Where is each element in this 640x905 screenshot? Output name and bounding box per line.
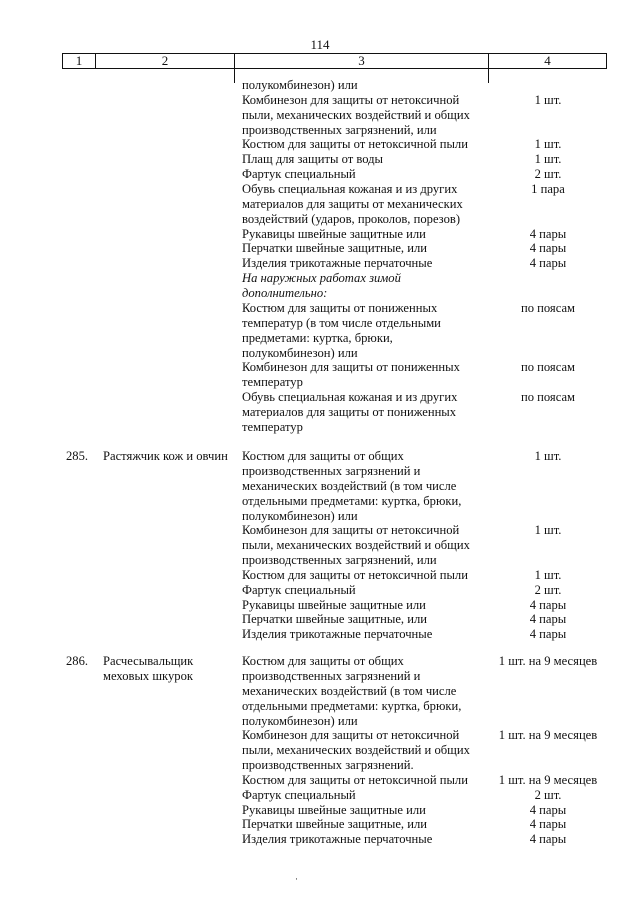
protective-item: Костюм для защиты от нетоксичной пыли [242,772,468,787]
protective-item: Костюм для защиты от общих производственных загрязнений и механических воздействий (в том числе отдельными предметами: куртка, брюки, полукомбинезон) или [242,449,462,523]
column-rule [488,69,489,83]
item-quantity: 4 пары [529,612,567,627]
item-quantity: 1 шт. [534,523,562,538]
item-quantity: 1 шт. на 9 месяцев [498,728,598,743]
column-rule [234,69,235,83]
item-quantity: 4 пары [529,226,567,241]
profession-name: Растяжчик кож и овчин [103,449,228,463]
header-col-2: 2 [96,54,235,68]
item-quantity: 1 шт. [534,152,562,167]
protective-item: Плащ для защиты от воды [242,152,384,167]
scan-mark: · [295,874,298,884]
protective-item: Костюм для защиты от нетоксичной пыли [242,137,468,152]
protective-item: Комбинезон для защиты от нетоксичной пыли, механических воздействий и общих производственных загрязнений, или [242,92,470,137]
protective-item: Комбинезон для защиты от нетоксичной пыли, механических воздействий и общих производственных загрязнений, или [242,523,470,568]
item-quantity: 1 пара [531,181,565,196]
header-col-4: 4 [544,53,551,68]
item-quantity: по поясам [520,300,576,315]
item-quantity: 4 пары [529,832,567,847]
protective-item: Изделия трикотажные перчаточные [242,832,433,847]
protective-item: Рукавицы швейные защитные или [242,597,426,612]
protective-item: Комбинезон для защиты от пониженных температур [242,360,460,390]
protective-item: Фартук специальный [242,167,356,182]
item-quantity: 1 шт. [534,92,562,107]
item-quantity: 4 пары [529,817,567,832]
protective-item: Перчатки швейные защитные, или [242,612,427,627]
protective-item: Перчатки швейные защитные, или [242,241,427,256]
item-quantity: 4 пары [529,597,567,612]
item-quantity: 1 шт. на 9 месяцев [498,654,598,668]
protective-item: Костюм для защиты от общих производственных загрязнений и механических воздействий (в том числе отдельными предметами: куртка, брюки, полукомбинезон) или [242,654,462,728]
item-quantity: по поясам [520,360,576,375]
item-quantity: 2 шт. [534,167,562,182]
header-col-3: 3 [235,54,489,68]
protective-item: Обувь специальная кожаная и из других материалов для защиты от механических воздействий (ударов, проколов, порезов) [242,181,463,226]
item-quantity: 1 шт. [534,567,562,582]
item-quantity: 2 шт. [534,787,562,802]
item-quantity: 4 пары [529,241,567,256]
item-quantity: 4 пары [529,256,567,271]
profession-name: Расчесывальщик меховых шкурок [103,654,194,683]
item-quantity: 4 пары [529,802,567,817]
protective-item: полукомбинезон) или [242,78,358,92]
protective-item: Изделия трикотажные перчаточные [242,256,433,271]
protective-item: Фартук специальный [242,787,356,802]
protective-item: Рукавицы швейные защитные или [242,802,426,817]
protective-item: Костюм для защиты от пониженных температур (в том числе отдельными предметами: куртка, брюки, полукомбинезон) или [242,300,441,360]
protective-item: Комбинезон для защиты от нетоксичной пыли, механических воздействий и общих производственных загрязнений. [242,728,470,773]
item-quantity: 4 пары [529,627,567,642]
row-number: 285. [66,449,89,463]
item-quantity: 1 шт. на 9 месяцев [498,772,598,787]
protective-item: Перчатки швейные защитные, или [242,817,427,832]
item-quantity: 2 шт. [534,582,562,597]
protective-item: Изделия трикотажные перчаточные [242,627,433,642]
protective-item: Фартук специальный [242,582,356,597]
protective-item: Рукавицы швейные защитные или [242,226,426,241]
item-quantity: 1 шт. [534,137,562,152]
protective-item: Обувь специальная кожаная и из других материалов для защиты от пониженных температур [242,389,458,434]
protective-item: Костюм для защиты от нетоксичной пыли [242,567,468,582]
item-quantity: по поясам [520,389,576,404]
row-number: 286. [66,654,89,668]
protective-item: На наружных работах зимой дополнительно: [242,271,401,301]
page-number: 114 [310,37,330,52]
table-header [62,53,607,69]
header-col-1: 1 [63,54,96,68]
item-quantity: 1 шт. [534,449,562,463]
